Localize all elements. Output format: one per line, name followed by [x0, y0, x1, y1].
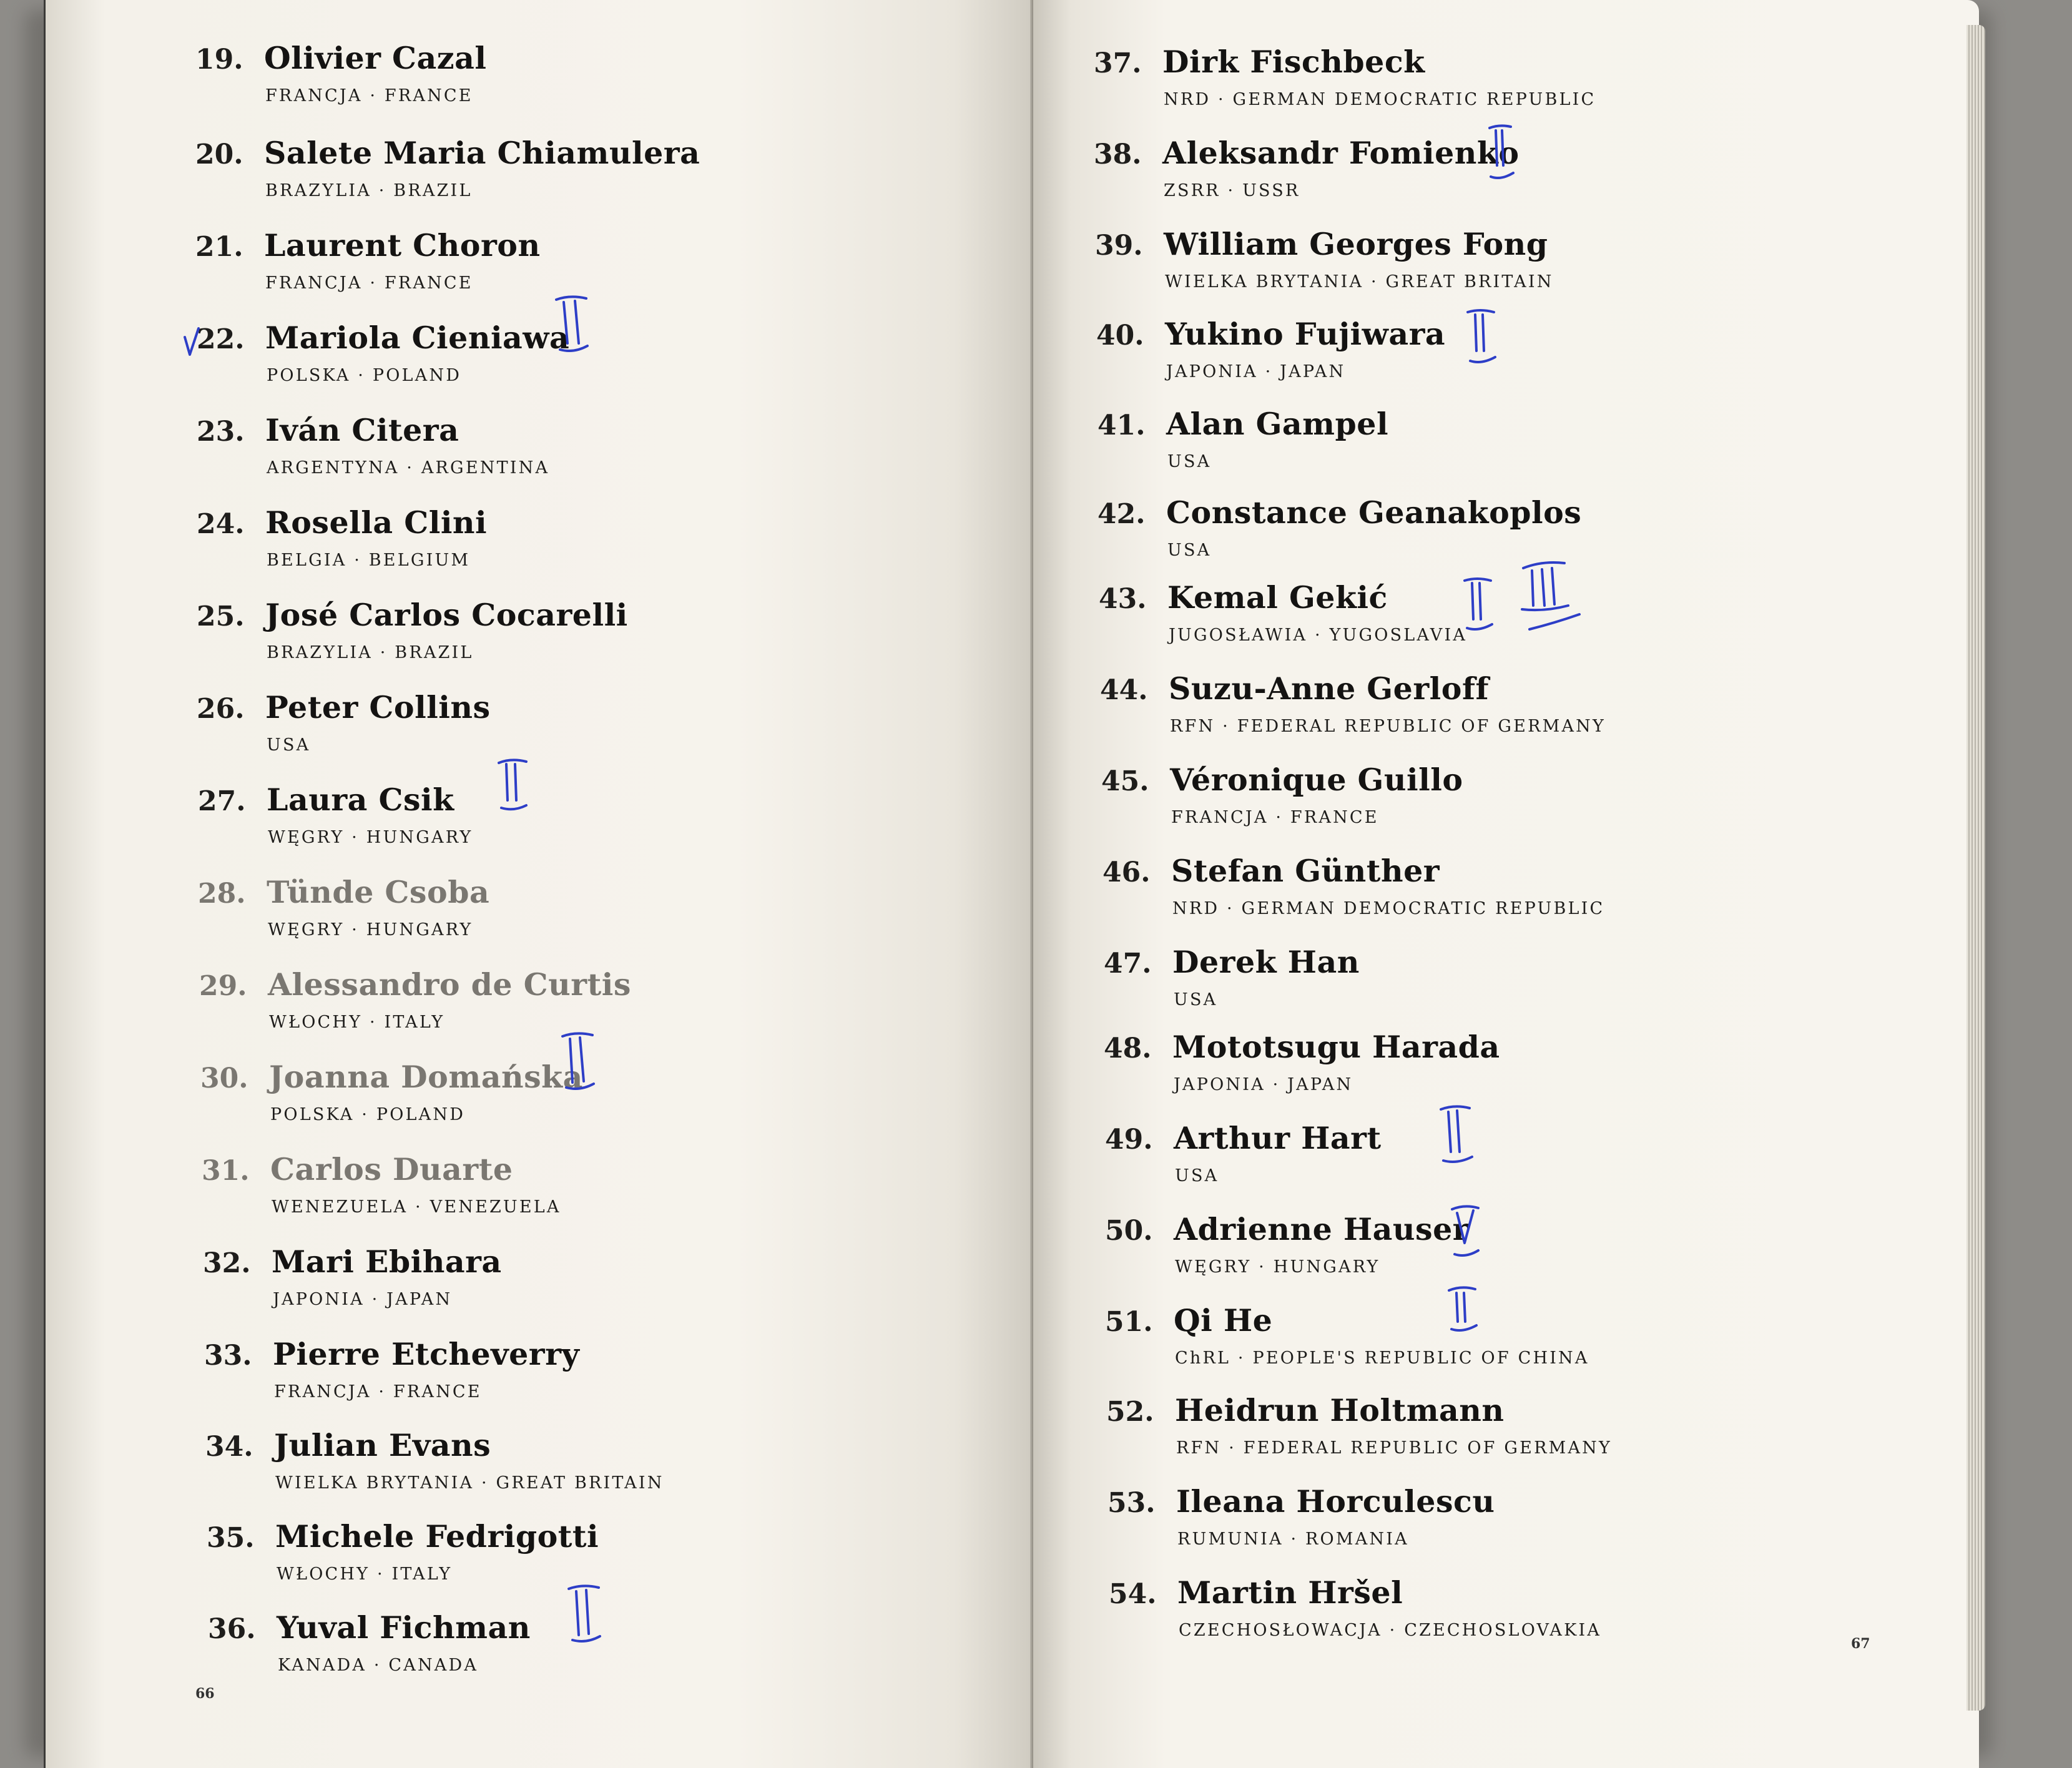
entry-country: ZSRR · USSR [1164, 181, 1300, 200]
handwritten-roman-numeral-ii [1445, 1283, 1483, 1352]
entry-country: RFN · FEDERAL REPUBLIC OF GERMANY [1176, 1438, 1612, 1458]
entry-name: Tünde Csoba [267, 874, 490, 910]
entry-name: Laura Csik [267, 782, 454, 818]
entry-number: 49. [1105, 1124, 1153, 1156]
entry-name: Alan Gampel [1166, 406, 1389, 442]
entry-number: 42. [1097, 498, 1146, 530]
entry-country: JAPONIA · JAPAN [273, 1290, 453, 1309]
entry-name: Dirk Fischbeck [1162, 44, 1425, 80]
entry-country: WŁOCHY · ITALY [269, 1013, 445, 1032]
entry-name: Adrienne Hauser [1174, 1211, 1470, 1247]
entry-country: WIELKA BRYTANIA · GREAT BRITAIN [1165, 272, 1554, 292]
entry-number: 24. [197, 508, 245, 540]
entry-country: WIELKA BRYTANIA · GREAT BRITAIN [275, 1473, 664, 1493]
entry-name: Olivier Cazal [264, 40, 487, 76]
entry-country: NRD · GERMAN DEMOCRATIC REPUBLIC [1164, 90, 1596, 109]
entry-number: 52. [1106, 1396, 1154, 1428]
entry-country: POLSKA · POLAND [270, 1105, 466, 1124]
entry-name: Alessandro de Curtis [268, 966, 631, 1003]
entry-name: Mototsugu Harada [1172, 1029, 1500, 1065]
entry-country: RFN · FEDERAL REPUBLIC OF GERMANY [1170, 717, 1606, 736]
entry-name: Rosella Clini [265, 504, 488, 541]
entry-number: 29. [199, 970, 247, 1002]
entry-name: Qi He [1174, 1302, 1273, 1338]
entry-name: Suzu-Anne Gerloff [1169, 670, 1490, 707]
right-page [1033, 0, 1979, 1768]
handwritten-roman-numeral-ii [557, 1030, 601, 1099]
handwritten-roman-numeral-ii [551, 293, 595, 362]
entry-country: FRANCJA · FRANCE [265, 273, 473, 293]
entry-name: Pierre Etcheverry [273, 1336, 580, 1372]
entry-name: Michele Fedrigotti [275, 1518, 599, 1554]
entry-number: 43. [1099, 583, 1147, 615]
entry-number: 50. [1105, 1215, 1153, 1247]
entry-number: 30. [200, 1063, 248, 1094]
entry-number: 38. [1094, 139, 1142, 170]
entry-number: 21. [195, 231, 243, 263]
entry-number: 40. [1096, 320, 1144, 351]
entry-country: WĘGRY · HUNGARY [268, 828, 473, 847]
entry-name: Véronique Guillo [1170, 762, 1463, 798]
entry-number: 35. [207, 1522, 255, 1554]
entry-number: 36. [208, 1613, 256, 1645]
entry-number: 53. [1107, 1487, 1156, 1519]
entry-number: 22. [197, 323, 245, 355]
entry-number: 44. [1100, 674, 1148, 706]
entry-number: 47. [1104, 948, 1152, 980]
entry-number: 54. [1109, 1578, 1157, 1610]
entry-name: Martin Hršel [1177, 1574, 1403, 1611]
entry-name: Aleksandr Fomienko [1162, 135, 1520, 171]
entry-number: 26. [197, 693, 245, 725]
entry-country: BRAZYLIA · BRAZIL [267, 643, 474, 662]
entry-name: William Georges Fong [1164, 226, 1548, 262]
entry-number: 41. [1097, 410, 1146, 441]
entry-country: BELGIA · BELGIUM [267, 551, 471, 570]
entry-name: Heidrun Holtmann [1175, 1392, 1505, 1428]
entry-number: 45. [1101, 765, 1149, 797]
entry-name: Yukino Fujiwara [1165, 316, 1446, 352]
entry-number: 33. [204, 1340, 252, 1372]
entry-name: Yuval Fichman [277, 1609, 531, 1646]
entry-country: JAPONIA · JAPAN [1166, 362, 1346, 381]
entry-country: USA [1167, 452, 1212, 471]
entry-name: Arthur Hart [1174, 1120, 1382, 1156]
entry-name: Kemal Gekić [1167, 579, 1388, 616]
entry-country: JUGOSŁAWIA · YUGOSLAVIA [1169, 626, 1468, 645]
entry-country: KANADA · CANADA [278, 1656, 479, 1675]
entry-name: Mariola Cieniawa [265, 320, 570, 356]
entry-country: ChRL · PEOPLE'S REPUBLIC OF CHINA [1175, 1348, 1589, 1368]
handwritten-roman-numeral-ii [564, 1583, 607, 1651]
entry-country: JAPONIA · JAPAN [1174, 1075, 1353, 1094]
entry-country: WĘGRY · HUNGARY [1175, 1257, 1380, 1277]
handwritten-roman-numeral-ii [1464, 306, 1501, 375]
entry-number: 39. [1095, 230, 1143, 262]
left-page [44, 0, 1033, 1768]
entry-country: RUMUNIA · ROMANIA [1177, 1530, 1409, 1549]
entry-name: Iván Citera [265, 412, 459, 448]
entry-name: Mari Ebihara [272, 1244, 502, 1280]
entry-number: 34. [205, 1431, 253, 1463]
entry-name: Derek Han [1172, 944, 1360, 980]
handwritten-roman-numeral-ii [1486, 122, 1517, 190]
entry-number: 37. [1094, 47, 1142, 79]
entry-country: FRANCJA · FRANCE [274, 1382, 482, 1402]
entry-name: Carlos Duarte [270, 1151, 513, 1187]
entry-number: 25. [197, 601, 245, 632]
entry-name: José Carlos Cocarelli [265, 597, 628, 633]
entry-country: FRANCJA · FRANCE [265, 86, 473, 106]
entry-country: WĘGRY · HUNGARY [268, 920, 473, 940]
entry-country: USA [1174, 990, 1218, 1009]
entry-country: BRAZYLIA · BRAZIL [265, 181, 473, 200]
entry-number: 23. [197, 416, 245, 448]
entry-number: 46. [1102, 857, 1151, 888]
entry-number: 28. [198, 878, 246, 910]
page-number-right: 67 [1851, 1636, 1870, 1652]
handwritten-roman-numeral-ii [1436, 1102, 1480, 1177]
entry-name: Joanna Domańska [269, 1059, 583, 1095]
entry-country: WŁOCHY · ITALY [277, 1564, 453, 1584]
entry-country: POLSKA · POLAND [267, 366, 462, 385]
entry-country: USA [1167, 541, 1212, 560]
entry-country: FRANCJA · FRANCE [1171, 808, 1379, 827]
entry-country: ARGENTYNA · ARGENTINA [267, 458, 550, 478]
entry-number: 32. [203, 1247, 251, 1279]
entry-number: 31. [202, 1155, 250, 1187]
handwritten-roman-numeral-ii [495, 755, 533, 824]
entry-number: 27. [198, 785, 246, 817]
entry-number: 20. [195, 139, 243, 170]
entry-name: Stefan Günther [1171, 853, 1440, 889]
handwritten-roman-numeral-v [1448, 1202, 1486, 1277]
entry-number: 51. [1105, 1306, 1153, 1338]
entry-country: USA [1175, 1166, 1219, 1186]
entry-name: Salete Maria Chiamulera [264, 135, 700, 171]
entry-name: Ileana Horculescu [1176, 1483, 1495, 1520]
entry-number: 19. [195, 44, 243, 76]
entry-country: NRD · GERMAN DEMOCRATIC REPUBLIC [1172, 899, 1605, 918]
page-edges [1966, 25, 1985, 1711]
handwritten-roman-numeral-iii [1517, 549, 1586, 643]
handwritten-roman-numeral-ii [1461, 574, 1498, 643]
page-number-left: 66 [195, 1686, 215, 1702]
entry-name: Constance Geanakoplos [1166, 494, 1582, 531]
entry-name: Julian Evans [274, 1427, 491, 1463]
entry-number: 48. [1104, 1033, 1152, 1064]
handwritten-checkmark [180, 325, 205, 362]
entry-country: WENEZUELA · VENEZUELA [272, 1197, 561, 1217]
entry-name: Laurent Choron [264, 227, 541, 263]
entry-country: USA [267, 735, 311, 755]
entry-name: Peter Collins [265, 689, 491, 725]
entry-country: CZECHOSŁOWACJA · CZECHOSLOVAKIA [1179, 1621, 1602, 1640]
